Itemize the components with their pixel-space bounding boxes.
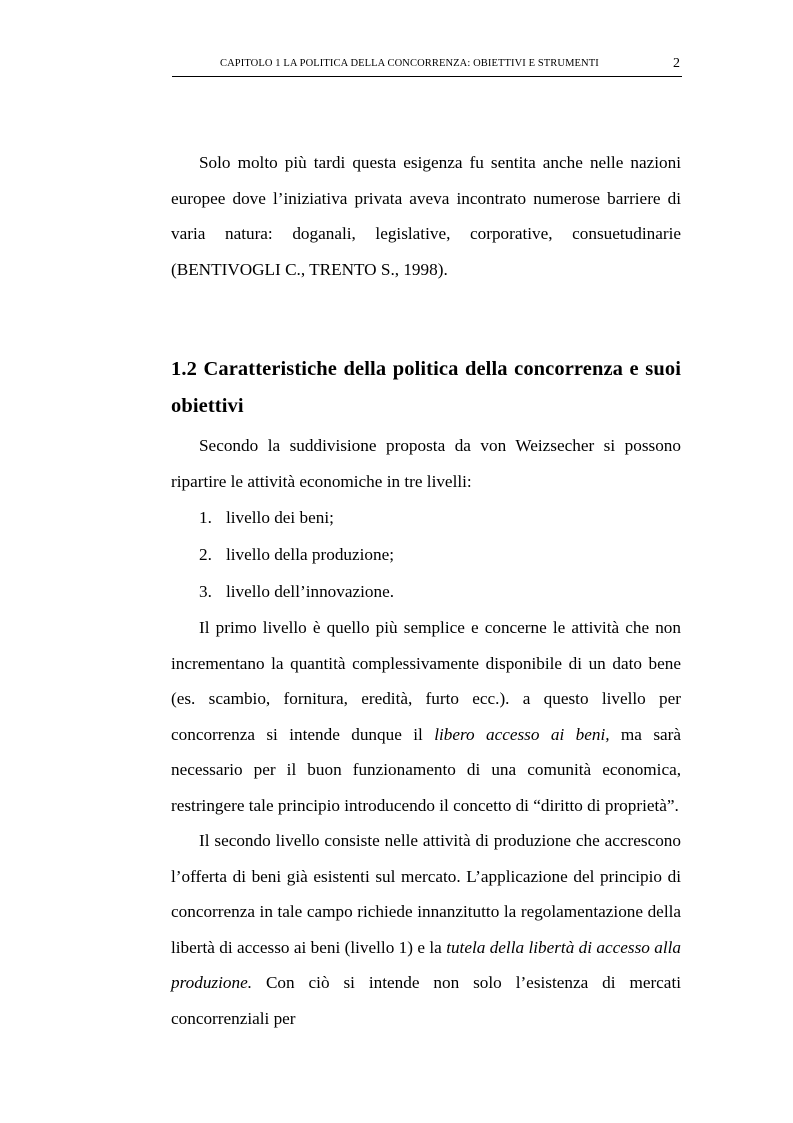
paragraph-text: Il secondo livello consiste nelle attività di produzione che accrescono l’offerta di beni già esistenti sul mercato. L’applicazione del principio di concorrenza in tale campo richiede innanzitutto la regolamentazione della libertà di accesso ai beni (livello 1) e la [171, 831, 681, 957]
header-chapter-title: CAPITOLO 1 LA POLITICA DELLA CONCORRENZA: OBIETTIVI E STRUMENTI [220, 58, 599, 69]
list-item-number: 3. [199, 582, 212, 601]
header-divider [172, 76, 682, 77]
list-item-number: 1. [199, 508, 212, 527]
intro-paragraph: Solo molto più tardi questa esigenza fu sentita anche nelle nazioni europee dove l’iniziativa privata aveva incontrato numerose barriere di varia natura: doganali, legislative, corporative, consuetudinarie (BENTIVOGLI C., TRENTO S., 1998). [171, 153, 681, 279]
paragraph-text: Il primo livello è quello più semplice e concerne le attività che non incrementano la quantità complessivamente disponibile di un dato bene (es. scambio, fornitura, eredità, furto ecc.). a questo livello per concorrenza si intende dunque il [171, 618, 681, 744]
list-item-text: livello dei beni; [226, 508, 334, 527]
italic-emphasis: libero accesso ai beni, [434, 724, 610, 744]
list-item [171, 536, 681, 573]
list-item-text: livello della produzione; [226, 545, 395, 564]
italic-emphasis: tutela della libertà di accesso alla produzione. [171, 937, 681, 992]
list-item-number: 2. [199, 545, 212, 564]
levels-list [171, 499, 681, 610]
paragraph-text: Con ciò si intende non solo l’esistenza di mercati concorrenziali per [171, 973, 681, 1028]
section-lead-paragraph: Secondo la suddivisione proposta da von Weizsecher si possono ripartire le attività economiche in tre livelli: [171, 436, 681, 491]
section-heading: 1.2 Caratteristiche della politica della concorrenza e suoi obiettivi [171, 358, 681, 417]
paragraph-text: ma sarà necessario per il buon funzionamento di una comunità economica, restringere tale principio introducendo il concetto di “diritto di proprietà”. [171, 724, 682, 815]
list-item [171, 499, 681, 536]
running-header [172, 56, 682, 76]
second-level-paragraph [171, 823, 681, 1036]
list-item-text: livello dell’innovazione. [226, 582, 395, 601]
page-number: 2 [673, 56, 680, 71]
first-level-paragraph [171, 610, 681, 823]
page-body [171, 143, 681, 1036]
list-item [171, 573, 681, 610]
